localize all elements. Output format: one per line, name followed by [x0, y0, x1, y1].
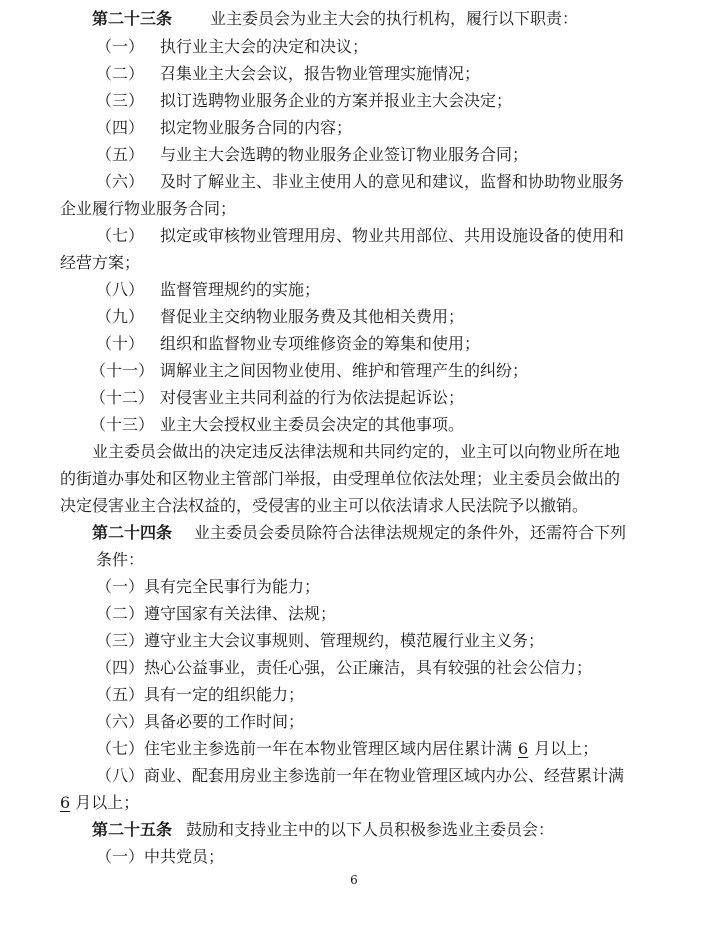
item-number: （六）	[96, 172, 145, 191]
article-24-item	[96, 631, 544, 651]
item-number: （十）	[96, 334, 145, 353]
article-23-item	[96, 64, 480, 84]
item-number: （一）	[96, 577, 145, 596]
article-24-item	[96, 604, 336, 624]
article-23-item	[90, 388, 464, 408]
item-text: 监督管理规约的实施；	[160, 280, 321, 299]
item-number: （七）	[96, 226, 145, 245]
item-number: （五）	[96, 685, 145, 704]
item-text: 热心公益事业，责任心强，公正廉洁，具有较强的社会公信力；	[144, 658, 593, 677]
item-text: 拟定或审核物业管理用房、物业共用部位、共用设施设备的使用和	[160, 226, 625, 245]
article-24-title: 第二十四条	[92, 523, 173, 542]
item-number: （二）	[96, 604, 145, 623]
item-text: 拟定物业服务合同的内容；	[160, 118, 353, 137]
item-number: （六）	[96, 712, 145, 731]
item-text: 执行业主大会的决定和决议；	[160, 37, 369, 56]
item-text: 具有完全民事行为能力；	[144, 577, 321, 596]
item-number: （十二）	[90, 388, 155, 407]
item-number: （十一）	[90, 361, 155, 380]
item-number: （一）	[96, 847, 145, 866]
article-24-item	[96, 739, 598, 759]
item-text: 调解业主之间因物业使用、维护和管理产生的纠纷；	[160, 361, 529, 380]
item-text: 组织和监督物业专项维修资金的筹集和使用；	[160, 334, 481, 353]
underlined-number: 6	[518, 739, 529, 758]
item-continuation: 企业履行物业服务合同；	[60, 199, 237, 218]
paragraph-line: 决定侵害业主合法权益的，受侵害的业主可以依法请求人民法院予以撤销。	[60, 496, 589, 515]
article-23-heading	[92, 9, 578, 29]
item-text: 具备必要的工作时间；	[144, 712, 305, 731]
article-25-title: 第二十五条	[92, 820, 173, 839]
item-number: （一）	[96, 37, 145, 56]
item-number: （四）	[96, 118, 145, 137]
item-text: 业主大会授权业主委员会决定的其他事项。	[160, 415, 465, 434]
item-number: （八）	[96, 766, 145, 785]
article-23-item	[96, 334, 480, 354]
item-text: 遵守业主大会议事规则、管理规约，模范履行业主义务；	[144, 631, 545, 650]
article-23-item	[96, 118, 352, 138]
article-23-item	[96, 145, 528, 165]
article-23-intro: 业主委员会为业主大会的执行机构，履行以下职责：	[210, 9, 579, 28]
item-continuation: 经营方案；	[60, 253, 141, 272]
item-number: （二）	[96, 64, 145, 83]
article-23-item	[90, 415, 464, 435]
article-23-item	[96, 172, 624, 192]
article-23-item	[96, 37, 368, 57]
item-number: （九）	[96, 307, 145, 326]
item-text: 具有一定的组织能力；	[144, 685, 305, 704]
item-number: （三）	[96, 631, 145, 650]
article-23-item	[96, 307, 464, 327]
page-number: 6	[350, 873, 358, 887]
article-24-intro: 业主委员会委员除符合法律法规规定的条件外，还需符合下列	[194, 523, 627, 542]
underlined-number: 6	[60, 793, 71, 812]
item-number: （五）	[96, 145, 145, 164]
item-number: （四）	[96, 658, 145, 677]
article-25-heading	[92, 820, 554, 840]
item-number: （八）	[96, 280, 145, 299]
item-text: 与业主大会选聘的物业服务企业签订物业服务合同；	[160, 145, 529, 164]
item-number: （七）	[96, 739, 145, 758]
article-23-item	[96, 91, 512, 111]
article-25-item	[96, 847, 224, 867]
item-text: 拟订选聘物业服务企业的方案并报业主大会决定；	[160, 91, 513, 110]
article-24-heading	[92, 523, 626, 543]
article-23-item	[96, 226, 624, 246]
item-number: （十三）	[90, 415, 155, 434]
item-text: 月以上；	[75, 793, 140, 812]
article-24-item	[96, 685, 304, 705]
article-24-item	[96, 712, 304, 732]
article-25-intro: 鼓励和支持业主中的以下人员积极参选业主委员会：	[186, 820, 555, 839]
item-text: 中共党员；	[144, 847, 225, 866]
article-24-item	[96, 766, 624, 786]
item-text: 对侵害业主共同利益的行为依法提起诉讼；	[160, 388, 465, 407]
paragraph-line: 的街道办事处和区物业主管部门举报，由受理单位依法处理；业主委员会做出的	[60, 469, 621, 488]
article-23-item	[96, 280, 320, 300]
item-text: 召集业主大会会议，报告物业管理实施情况；	[160, 64, 481, 83]
article-23-title: 第二十三条	[92, 9, 173, 28]
item-text: 遵守国家有关法律、法规；	[144, 604, 337, 623]
article-24-item	[96, 658, 592, 678]
paragraph-line: 业主委员会做出的决定违反法律法规和共同约定的，业主可以向物业所在地	[92, 442, 621, 461]
item-text: 住宅业主参选前一年在本物业管理区域内居住累计满	[144, 739, 513, 758]
article-23-item	[90, 361, 528, 381]
item-text: 督促业主交纳物业服务费及其他相关费用；	[160, 307, 465, 326]
item-number: （三）	[96, 91, 145, 110]
article-24-item	[96, 577, 320, 597]
item-text: 月以上；	[534, 739, 599, 758]
item-text: 及时了解业主、非业主使用人的意见和建议，监督和协助物业服务	[160, 172, 625, 191]
article-24-intro-continuation: 条件：	[96, 550, 145, 569]
item-continuation	[60, 793, 139, 813]
item-text: 商业、配套用房业主参选前一年在物业管理区域内办公、经营累计满	[144, 766, 625, 785]
